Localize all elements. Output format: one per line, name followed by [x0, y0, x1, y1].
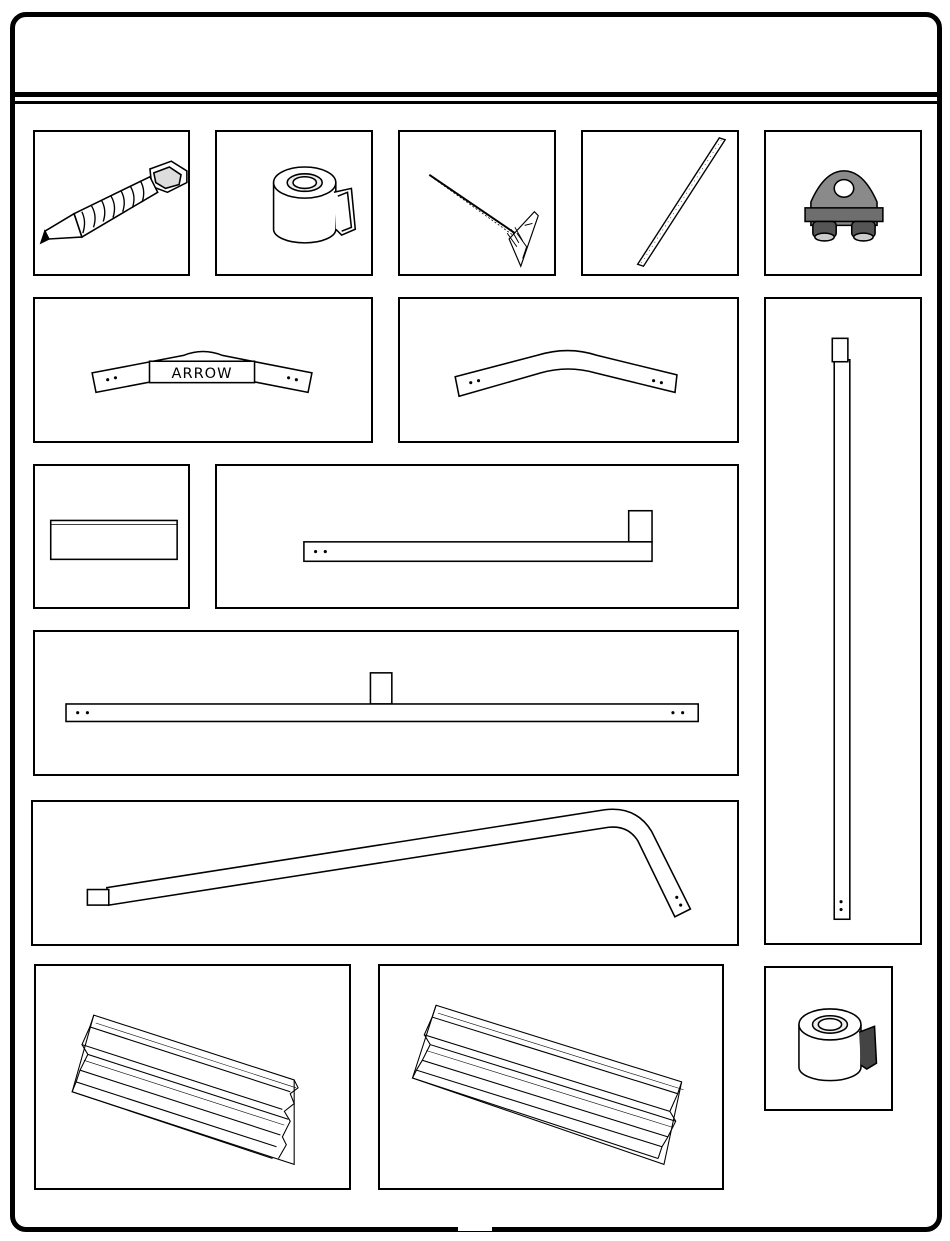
part-panel-peak-bracket: [398, 297, 739, 443]
self-drilling-screw-icon: [35, 132, 188, 274]
peak-bracket-icon: [400, 299, 737, 441]
part-panel-cable-clamp: [764, 130, 922, 276]
part-panel-roof-panel-right: [378, 964, 724, 1190]
roof-panel-icon: [380, 966, 722, 1188]
cable-clamp-icon: [766, 132, 920, 274]
part-panel-peak-bracket-arrow: [33, 297, 373, 443]
part-panel-vertical-post: [764, 297, 922, 945]
roof-panel-icon: [36, 966, 349, 1188]
part-panel-long-tube-with-post: [33, 630, 739, 776]
part-panel-screw: [33, 130, 190, 276]
part-panel-bent-rafter-tube: [31, 800, 739, 946]
bent-tube-icon: [33, 802, 737, 944]
header-rule-bottom: [15, 101, 937, 104]
tube-icon: [217, 466, 737, 607]
footer-gap: [458, 1217, 492, 1231]
part-panel-tape-roll-small: [215, 130, 373, 276]
tape-roll-icon: [217, 132, 371, 274]
part-panel-rod: [581, 130, 739, 276]
end-cap-icon: [35, 466, 188, 607]
part-panel-short-tube-with-post: [215, 464, 739, 609]
part-panel-tape-roll-large: [764, 966, 893, 1111]
part-panel-roof-panel-left: [34, 964, 351, 1190]
peak-bracket-icon: [35, 299, 371, 441]
tape-roll-icon: [766, 968, 891, 1109]
part-panel-ground-anchor: [398, 130, 556, 276]
tube-icon: [35, 632, 737, 774]
part-panel-end-cap: [33, 464, 190, 609]
arrow-label: ARROW: [171, 364, 233, 382]
post-icon: [766, 299, 920, 943]
header-rule-top: [15, 92, 937, 97]
ground-anchor-icon: [400, 132, 554, 274]
rod-icon: [583, 132, 737, 274]
